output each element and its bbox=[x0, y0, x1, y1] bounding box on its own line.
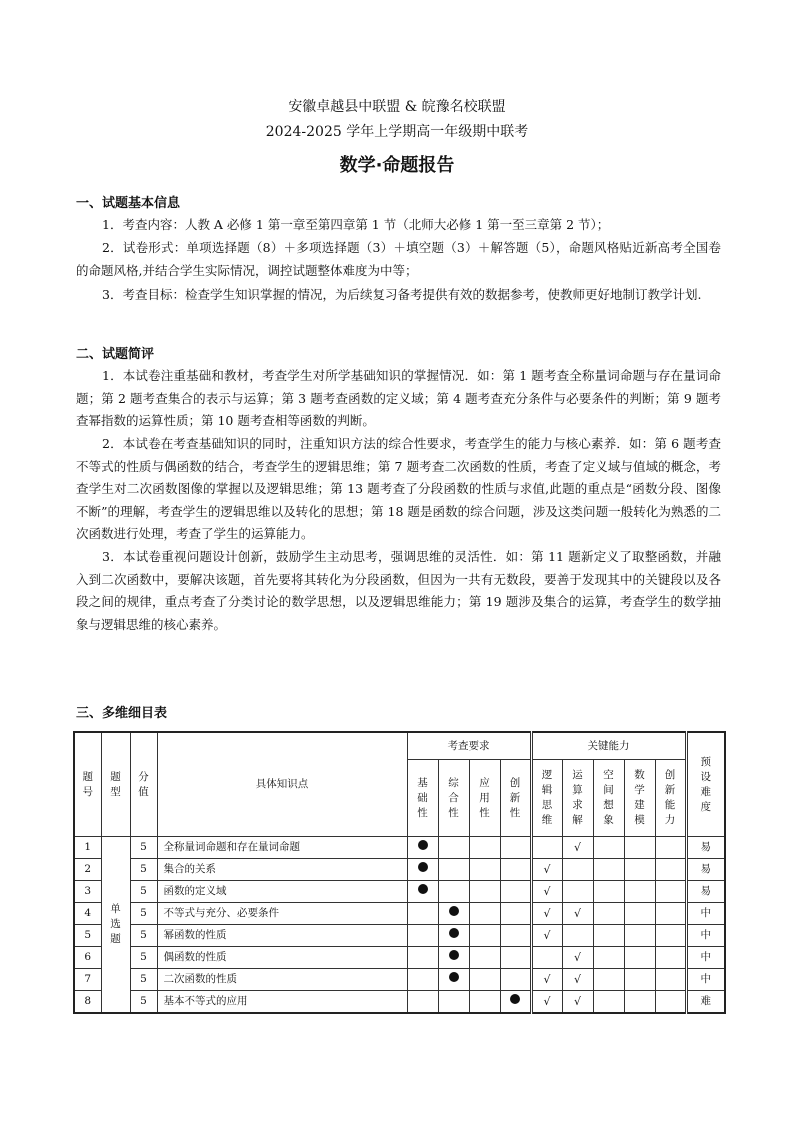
table-row bbox=[74, 859, 725, 881]
requirement-cell bbox=[500, 991, 531, 1014]
header-req-col: 综合性 bbox=[438, 760, 469, 837]
ability-cell bbox=[624, 903, 655, 925]
requirement-cell bbox=[469, 925, 500, 947]
table-row bbox=[74, 881, 725, 903]
ability-cell bbox=[655, 859, 686, 881]
score-value: 5 bbox=[130, 903, 157, 925]
header-knowledge-point: 具体知识点 bbox=[157, 732, 407, 837]
requirement-cell bbox=[500, 969, 531, 991]
header-ability-col: 空间想象 bbox=[593, 760, 624, 837]
ability-cell bbox=[624, 859, 655, 881]
check-mark-icon: √ bbox=[543, 972, 551, 986]
ability-cell bbox=[593, 969, 624, 991]
ability-cell bbox=[624, 925, 655, 947]
header-score: 分值 bbox=[130, 732, 157, 837]
requirement-cell bbox=[438, 925, 469, 947]
header-question-type: 题型 bbox=[101, 732, 130, 837]
ability-cell bbox=[655, 881, 686, 903]
ability-cell bbox=[562, 969, 593, 991]
ability-cell bbox=[655, 925, 686, 947]
table-row bbox=[74, 925, 725, 947]
score-value: 5 bbox=[130, 881, 157, 903]
ability-cell bbox=[531, 947, 562, 969]
requirement-cell bbox=[407, 925, 438, 947]
difficulty-value: 易 bbox=[686, 881, 725, 903]
difficulty-value: 易 bbox=[686, 859, 725, 881]
check-mark-icon: √ bbox=[543, 928, 551, 942]
requirement-cell bbox=[407, 881, 438, 903]
section1-item3: 3．考查目标：检查学生知识掌握的情况，为后续复习备考提供有效的数据参考，使教师更好地制订教学计划. bbox=[102, 287, 702, 302]
requirement-cell bbox=[438, 991, 469, 1014]
ability-cell bbox=[593, 881, 624, 903]
section2-item3: 3．本试卷重视问题设计创新，鼓励学生主动思考，强调思维的灵活性．如：第 11 题新定义了取整函数，并融入到二次函数中，要解决该题，首先要将其转化为分段函数，但因为一共有无数段，要善于发现其中的关键段以及各段之间的规律，重点考查了分类讨论的数学思想，以及逻辑思维能力；第 19 题涉及集合的运算，考查学生的数学抽象与逻辑思维的核心素养。 bbox=[76, 549, 721, 632]
requirement-cell bbox=[407, 969, 438, 991]
filled-circle-icon bbox=[418, 840, 428, 850]
header-difficulty: 预设难度 bbox=[686, 732, 725, 837]
knowledge-point: 偶函数的性质 bbox=[157, 947, 407, 969]
filled-circle-icon bbox=[449, 906, 459, 916]
question-number: 1 bbox=[74, 837, 101, 859]
check-mark-icon: √ bbox=[573, 906, 581, 920]
ability-cell bbox=[655, 837, 686, 859]
ability-cell bbox=[531, 991, 562, 1014]
ability-cell bbox=[655, 947, 686, 969]
section3-heading: 三、多维细目表 bbox=[76, 706, 168, 721]
ability-cell bbox=[655, 969, 686, 991]
section2-item1: 1．本试卷注重基础和教材，考查学生对所学基础知识的掌握情况．如：第 1 题考查全称量词命题与存在量词命题；第 2 题考查集合的表示与运算；第 3 题考查函数的定义域；第 4 题考查充分条件与必要条件的判断；第 9 题考查幂指数的运算性质；第 10 题考查相等函数的判断。 bbox=[76, 368, 721, 428]
check-mark-icon: √ bbox=[543, 884, 551, 898]
requirement-cell bbox=[469, 903, 500, 925]
ability-cell bbox=[655, 903, 686, 925]
filled-circle-icon bbox=[418, 884, 428, 894]
question-number: 8 bbox=[74, 991, 101, 1014]
section1-item2: 2．试卷形式：单项选择题（8）＋多项选择题（3）＋填空题（3）＋解答题（5），命题风格贴近新高考全国卷的命题风格,并结合学生实际情况，调控试题整体难度为中等； bbox=[76, 240, 721, 278]
table-row bbox=[74, 903, 725, 925]
specification-table bbox=[73, 731, 726, 1014]
ability-cell bbox=[531, 837, 562, 859]
ability-cell bbox=[624, 969, 655, 991]
section2-item2: 2．本试卷在考查基础知识的同时，注重知识方法的综合性要求，考查学生的能力与核心素养．如：第 6 题考查不等式的性质与偶函数的结合，考查学生的逻辑思维；第 7 题考查二次函数的性质，考查了定义域与值域的概念，考查学生对二次函数图像的掌握以及逻辑思维；第 13 题考查了分段函数的性质与求值,此题的重点是“函数分段、图像不断”的理解，考查学生的逻辑思维以及转化的思想；第 18 题是函数的综合问题，涉及这类问题一般转化为熟悉的二次函数进行处理，考查了学生的运算能力。 bbox=[76, 436, 721, 541]
requirement-cell bbox=[469, 837, 500, 859]
question-number: 3 bbox=[74, 881, 101, 903]
requirement-cell bbox=[407, 903, 438, 925]
requirement-cell bbox=[438, 837, 469, 859]
check-mark-icon: √ bbox=[543, 906, 551, 920]
question-number: 2 bbox=[74, 859, 101, 881]
ability-cell bbox=[531, 925, 562, 947]
header-req-col: 创新性 bbox=[500, 760, 531, 837]
section2-heading: 二、试题简评 bbox=[76, 347, 155, 362]
requirement-cell bbox=[407, 859, 438, 881]
question-number: 7 bbox=[74, 969, 101, 991]
filled-circle-icon bbox=[510, 994, 520, 1004]
table-row bbox=[74, 991, 725, 1014]
requirement-cell bbox=[407, 947, 438, 969]
requirement-cell bbox=[469, 969, 500, 991]
ability-cell bbox=[562, 837, 593, 859]
header-key-abilities: 关键能力 bbox=[531, 732, 686, 760]
ability-cell bbox=[531, 859, 562, 881]
check-mark-icon: √ bbox=[573, 972, 581, 986]
ability-cell bbox=[624, 881, 655, 903]
ability-cell bbox=[624, 837, 655, 859]
filled-circle-icon bbox=[449, 950, 459, 960]
requirement-cell bbox=[469, 859, 500, 881]
table-row bbox=[74, 837, 725, 859]
check-mark-icon: √ bbox=[573, 950, 581, 964]
question-number: 6 bbox=[74, 947, 101, 969]
ability-cell bbox=[531, 903, 562, 925]
check-mark-icon: √ bbox=[573, 994, 581, 1008]
page-title: 数学·命题报告 bbox=[339, 155, 455, 176]
ability-cell bbox=[562, 903, 593, 925]
requirement-cell bbox=[438, 947, 469, 969]
requirement-cell bbox=[438, 903, 469, 925]
knowledge-point: 函数的定义域 bbox=[157, 881, 407, 903]
ability-cell bbox=[593, 837, 624, 859]
requirement-cell bbox=[438, 859, 469, 881]
header-req-col: 基础性 bbox=[407, 760, 438, 837]
alliance-name: 安徽卓越县中联盟 & 皖豫名校联盟 bbox=[288, 99, 506, 115]
question-type-label: 单选题 bbox=[110, 903, 121, 945]
ability-cell bbox=[562, 859, 593, 881]
ability-cell bbox=[562, 881, 593, 903]
requirement-cell bbox=[500, 947, 531, 969]
header-question-number: 题号 bbox=[74, 732, 101, 837]
header-exam-requirements: 考查要求 bbox=[407, 732, 531, 760]
score-value: 5 bbox=[130, 991, 157, 1014]
ability-cell bbox=[531, 969, 562, 991]
difficulty-value: 中 bbox=[686, 947, 725, 969]
ability-cell bbox=[593, 925, 624, 947]
score-value: 5 bbox=[130, 837, 157, 859]
ability-cell bbox=[593, 903, 624, 925]
requirement-cell bbox=[500, 859, 531, 881]
header-ability-col: 数学建模 bbox=[624, 760, 655, 837]
ability-cell bbox=[624, 991, 655, 1014]
knowledge-point: 集合的关系 bbox=[157, 859, 407, 881]
requirement-cell bbox=[500, 881, 531, 903]
difficulty-value: 易 bbox=[686, 837, 725, 859]
difficulty-value: 中 bbox=[686, 969, 725, 991]
ability-cell bbox=[593, 859, 624, 881]
score-value: 5 bbox=[130, 925, 157, 947]
knowledge-point: 幂函数的性质 bbox=[157, 925, 407, 947]
header-ability-col: 逻辑思维 bbox=[531, 760, 562, 837]
section1-item1: 1．考查内容：人教 A 必修 1 第一章至第四章第 1 节（北师大必修 1 第一至三章第 2 节）； bbox=[102, 217, 610, 232]
difficulty-value: 中 bbox=[686, 925, 725, 947]
exam-name: 2024-2025 学年上学期高一年级期中联考 bbox=[265, 124, 529, 140]
requirement-cell bbox=[500, 837, 531, 859]
filled-circle-icon bbox=[449, 928, 459, 938]
filled-circle-icon bbox=[418, 862, 428, 872]
section1-heading: 一、试题基本信息 bbox=[76, 196, 181, 211]
knowledge-point: 全称量词命题和存在量词命题 bbox=[157, 837, 407, 859]
requirement-cell bbox=[469, 991, 500, 1014]
header-ability-col: 创新能力 bbox=[655, 760, 686, 837]
table-row bbox=[74, 947, 725, 969]
knowledge-point: 基本不等式的应用 bbox=[157, 991, 407, 1014]
ability-cell bbox=[655, 991, 686, 1014]
score-value: 5 bbox=[130, 859, 157, 881]
ability-cell bbox=[562, 925, 593, 947]
question-number: 5 bbox=[74, 925, 101, 947]
table-row bbox=[74, 969, 725, 991]
knowledge-point: 不等式与充分、必要条件 bbox=[157, 903, 407, 925]
requirement-cell bbox=[438, 969, 469, 991]
ability-cell bbox=[624, 947, 655, 969]
ability-cell bbox=[562, 991, 593, 1014]
ability-cell bbox=[593, 991, 624, 1014]
ability-cell bbox=[531, 881, 562, 903]
requirement-cell bbox=[500, 903, 531, 925]
requirement-cell bbox=[407, 991, 438, 1014]
difficulty-value: 中 bbox=[686, 903, 725, 925]
question-number: 4 bbox=[74, 903, 101, 925]
requirement-cell bbox=[469, 881, 500, 903]
check-mark-icon: √ bbox=[543, 862, 551, 876]
question-type bbox=[101, 837, 130, 1014]
requirement-cell bbox=[500, 925, 531, 947]
score-value: 5 bbox=[130, 947, 157, 969]
difficulty-value: 难 bbox=[686, 991, 725, 1014]
requirement-cell bbox=[407, 837, 438, 859]
header-req-col: 应用性 bbox=[469, 760, 500, 837]
score-value: 5 bbox=[130, 969, 157, 991]
requirement-cell bbox=[469, 947, 500, 969]
check-mark-icon: √ bbox=[543, 994, 551, 1008]
ability-cell bbox=[593, 947, 624, 969]
filled-circle-icon bbox=[449, 972, 459, 982]
knowledge-point: 二次函数的性质 bbox=[157, 969, 407, 991]
ability-cell bbox=[562, 947, 593, 969]
requirement-cell bbox=[438, 881, 469, 903]
check-mark-icon: √ bbox=[573, 840, 581, 854]
header-ability-col: 运算求解 bbox=[562, 760, 593, 837]
